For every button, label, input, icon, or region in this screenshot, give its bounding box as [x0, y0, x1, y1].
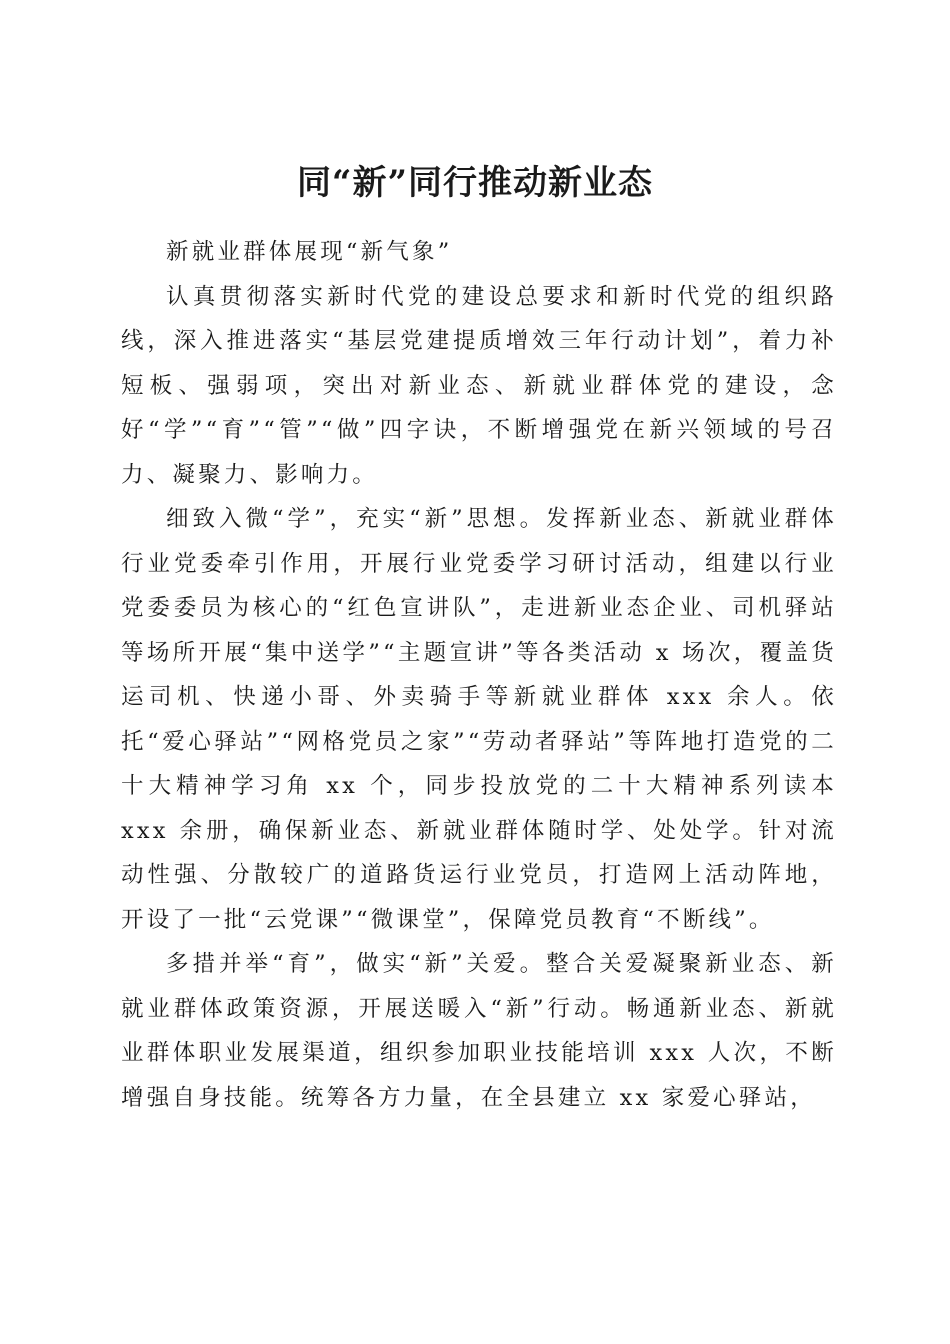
- paragraph-intro: 认真贯彻落实新时代党的建设总要求和新时代党的组织路线，深入推进落实“基层党建提质增效三年行动计划”，着力补短板、强弱项，突出对新业态、新就业群体党的建设，念好“学”“育”“管”“做”四字诀，不断增强党在新兴领域的号召力、凝聚力、影响力。: [121, 283, 837, 488]
- document-body: [121, 230, 837, 1120]
- section-subheading: 新就业群体展现“新气象”: [166, 239, 453, 265]
- page-title: 同“新”同行推动新业态: [296, 162, 654, 203]
- paragraph-learn: 细致入微“学”，充实“新”思想。发挥新业态、新就业群体行业党委牵引作用，开展行业党委学习研讨活动，组建以行业党委委员为核心的“红色宣讲队”，走进新业态企业、司机驿站等场所开展“集中送学”“主题宣讲”等各类活动 x 场次，覆盖货运司机、快递小哥、外卖骑手等新就业群体 xxx 余人。依托“爱心驿站”“网格党员之家”“劳动者驿站”等阵地打造党的二十大精神学习角 xx 个，同步投放党的二十大精神系列读本 xxx 余册，确保新业态、新就业群体随时学、处处学。针对流动性强、分散较广的道路货运行业党员，打造网上活动阵地，开设了一批“云党课”“微课堂”，保障党员教育“不断线”。: [121, 506, 837, 933]
- paragraph-care: 多措并举“育”，做实“新”关爱。整合关爱凝聚新业态、新就业群体政策资源，开展送暖入“新”行动。畅通新业态、新就业群体职业发展渠道，组织参加职业技能培训 xxx 人次，不断增强自身技能。统筹各方力量，在全县建立 xx 家爱心驿站，: [121, 951, 837, 1111]
